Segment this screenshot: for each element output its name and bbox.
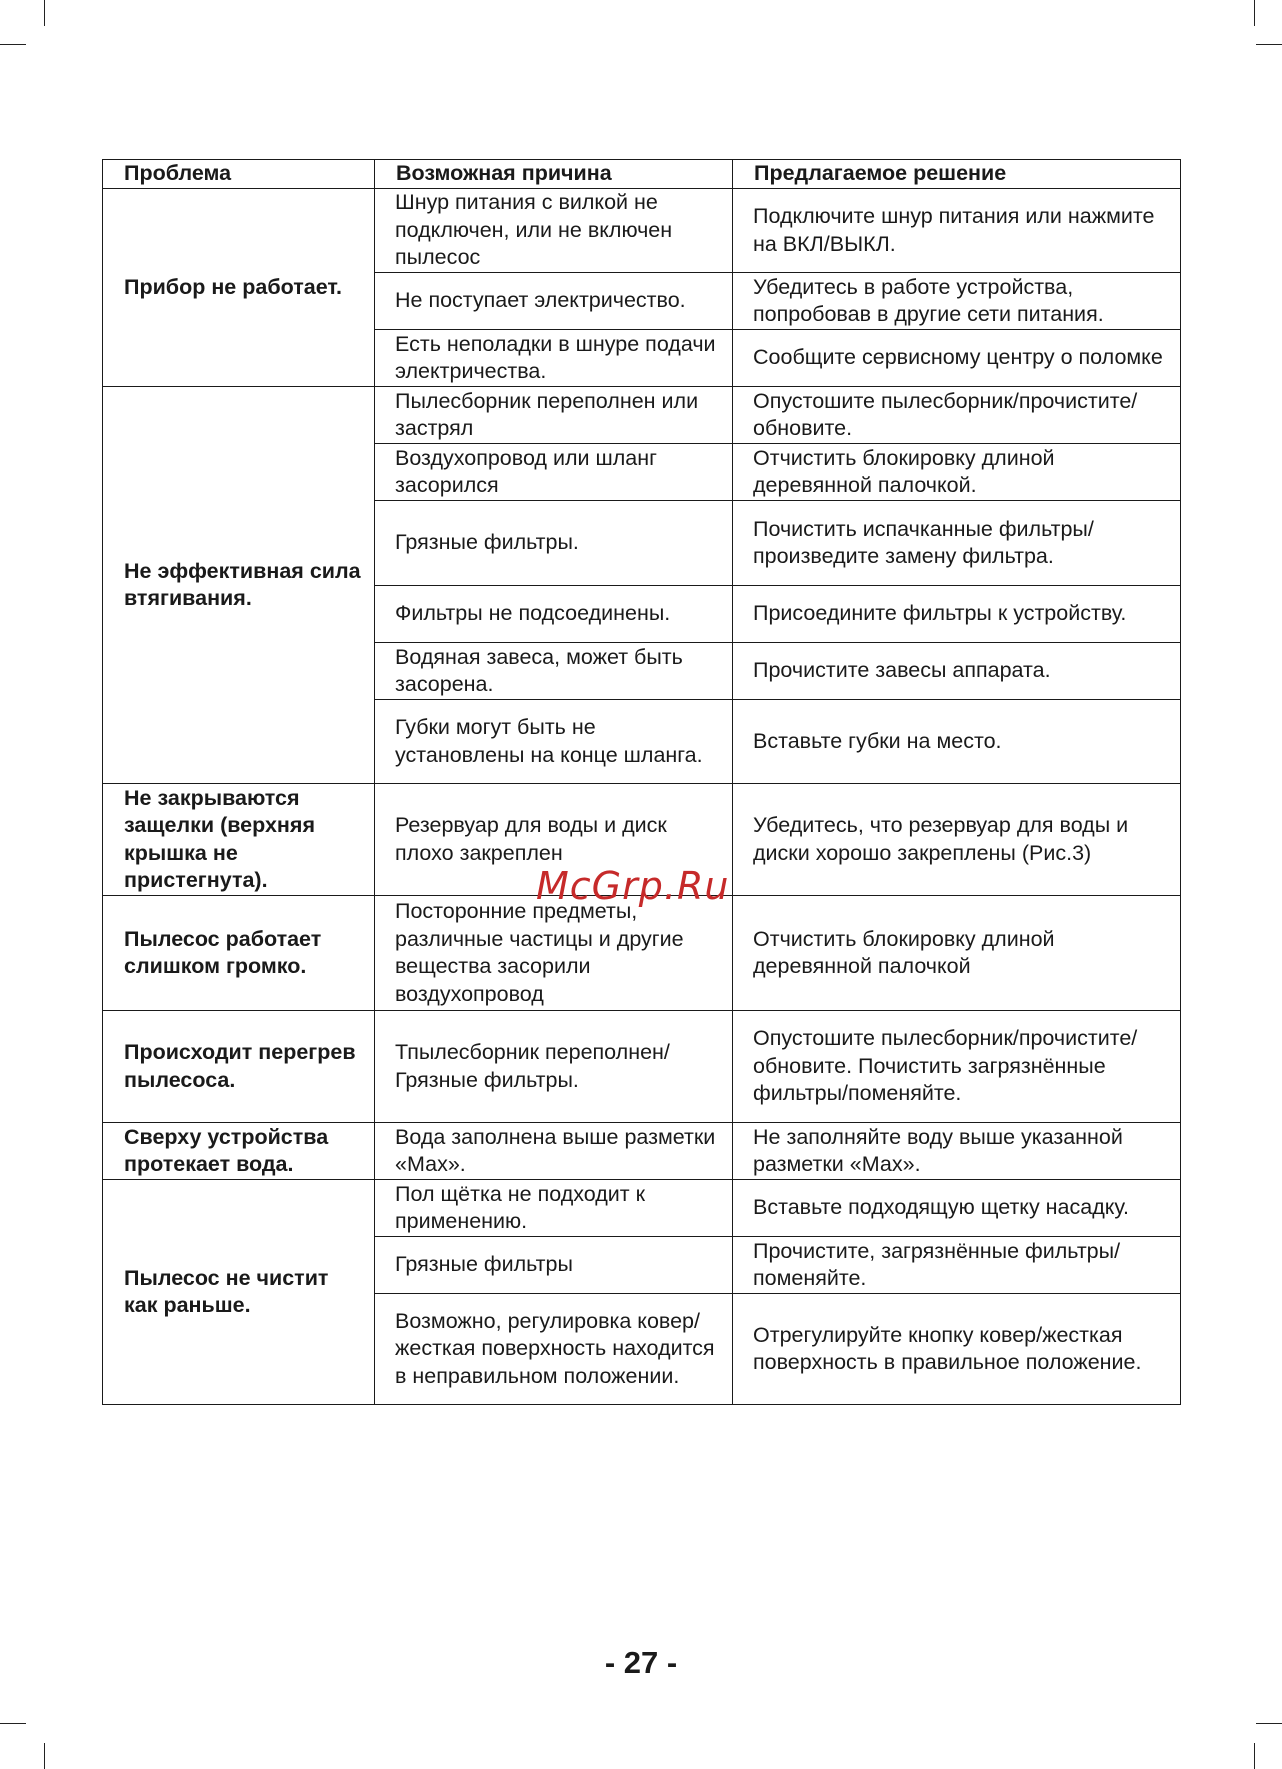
cause-cell: Не поступает электричество.	[375, 273, 733, 330]
problem-cell: Прибор не работает.	[103, 189, 375, 387]
cause-cell: Тпылесборник переполнен/Грязные фильтры.	[375, 1011, 733, 1123]
cause-cell: Вода заполнена выше разметки «Мах».	[375, 1123, 733, 1180]
cause-cell: Возможно, регулировка ковер/жесткая поверхность находится в неправильном положении.	[375, 1294, 733, 1405]
page-number: - 27 -	[604, 1645, 678, 1680]
cause-cell: Шнур питания с вилкой не подключен, или не включен пылесос	[375, 189, 733, 273]
table-row	[103, 1180, 1181, 1237]
cause-cell: Губки могут быть не установлены на конце шланга.	[375, 700, 733, 784]
crop-mark	[0, 44, 26, 45]
problem-cell: Происходит перегрев пылесоса.	[103, 1011, 375, 1123]
crop-mark	[44, 1743, 45, 1769]
cause-cell: Пылесборник переполнен или застрял	[375, 387, 733, 444]
crop-mark	[44, 0, 45, 26]
solution-cell: Отрегулируйте кнопку ковер/жесткая поверхность в правильное положение.	[733, 1294, 1181, 1405]
crop-mark	[1256, 1723, 1282, 1724]
solution-cell: Прочистите завесы аппарата.	[733, 643, 1181, 700]
problem-cell: Не эффективная сила втягивания.	[103, 387, 375, 784]
cause-cell: Фильтры не подсоединены.	[375, 586, 733, 643]
table-row	[103, 1123, 1181, 1180]
cause-cell: Грязные фильтры.	[375, 501, 733, 586]
solution-cell: Присоедините фильтры к устройству.	[733, 586, 1181, 643]
table-row	[103, 387, 1181, 444]
cause-cell: Посторонние предметы, различные частицы и другие вещества засорили воздухопровод	[375, 896, 733, 1011]
solution-cell: Не заполняйте воду выше указанной разметки «Мах».	[733, 1123, 1181, 1180]
cause-cell: Водяная завеса, может быть засорена.	[375, 643, 733, 700]
header-problem: Проблема	[103, 160, 375, 189]
cause-cell: Есть неполадки в шнуре подачи электричества.	[375, 330, 733, 387]
solution-cell: Сообщите сервисному центру о поломке	[733, 330, 1181, 387]
crop-mark	[1256, 44, 1282, 45]
table-row	[103, 896, 1181, 1011]
problem-cell: Не закрываются защелки (верхняя крышка не пристегнута).	[103, 784, 375, 896]
solution-cell: Вставьте губки на место.	[733, 700, 1181, 784]
solution-cell: Отчистить блокировку длиной деревянной палочкой.	[733, 444, 1181, 501]
table-header-row	[103, 160, 1181, 189]
header-solution: Предлагаемое решение	[733, 160, 1181, 189]
watermark: McGrp.Ru	[536, 864, 730, 908]
crop-mark	[1254, 1743, 1255, 1769]
crop-mark	[0, 1723, 26, 1724]
solution-cell: Почистить испачканные фильтры/произведите замену фильтра.	[733, 501, 1181, 586]
cause-cell: Пол щётка не подходит к применению.	[375, 1180, 733, 1237]
header-cause: Возможная причина	[375, 160, 733, 189]
problem-cell: Пылесос не чистит как раньше.	[103, 1180, 375, 1405]
cause-cell: Воздухопровод или шланг засорился	[375, 444, 733, 501]
solution-cell: Убедитесь в работе устройства, попробовав в другие сети питания.	[733, 273, 1181, 330]
solution-cell: Вставьте подходящую щетку насадку.	[733, 1180, 1181, 1237]
cause-cell: Грязные фильтры	[375, 1237, 733, 1294]
solution-cell: Прочистите, загрязнённые фильтры/поменяйте.	[733, 1237, 1181, 1294]
solution-cell: Отчистить блокировку длиной деревянной палочкой	[733, 896, 1181, 1011]
troubleshooting-table	[102, 159, 1181, 1405]
problem-cell: Сверху устройства протекает вода.	[103, 1123, 375, 1180]
solution-cell: Опустошите пылесборник/прочистите/обновите.	[733, 387, 1181, 444]
solution-cell: Подключите шнур питания или нажмите на ВКЛ/ВЫКЛ.	[733, 189, 1181, 273]
cause-cell: Резервуар для воды и диск плохо закреплен	[375, 784, 733, 896]
solution-cell: Убедитесь, что резервуар для воды и диски хорошо закреплены (Рис.3)	[733, 784, 1181, 896]
problem-cell: Пылесос работает слишком громко.	[103, 896, 375, 1011]
crop-mark	[1254, 0, 1255, 26]
table-row	[103, 1011, 1181, 1123]
table-row	[103, 189, 1181, 273]
solution-cell: Опустошите пылесборник/прочистите/обновите. Почистить загрязнённые фильтры/поменяйте.	[733, 1011, 1181, 1123]
